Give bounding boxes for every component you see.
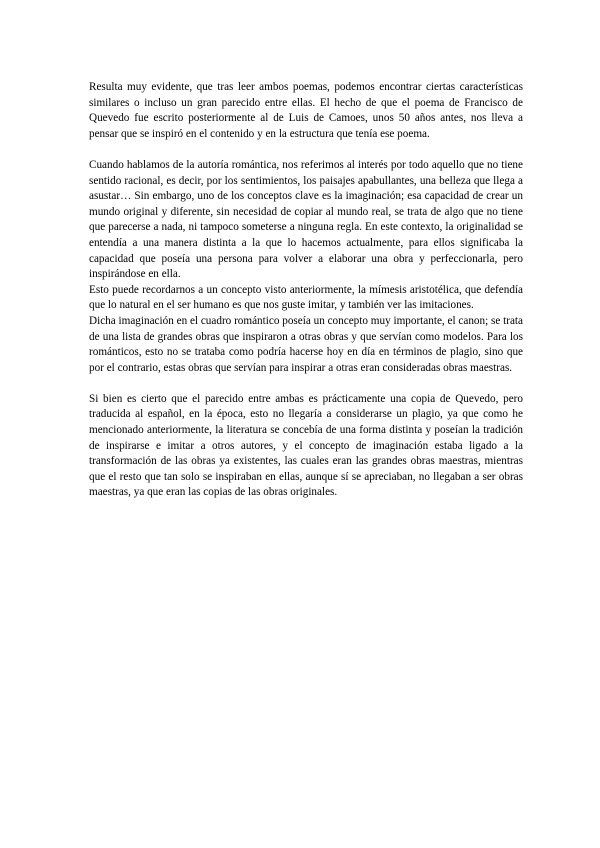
paragraph-spacer xyxy=(89,142,523,158)
paragraph-spacer xyxy=(89,376,523,392)
paragraph-comparison: Resulta muy evidente, que tras leer ambos poemas, podemos encontrar ciertas características similares o incluso un gran parecido entre ellas. El hecho de que el poema de Francisco de Quevedo fue escrito posteriormente al de Luis de Camoes, unos 50 años antes, nos lleva a pensar que se inspiró en el contenido y en la estructura que tenía ese poema. xyxy=(89,81,523,140)
paragraph-canon: Dicha imaginación en el cuadro romántico poseía un concepto muy importante, el canon; se trata de una lista de grandes obras que inspiraron a otras obras y que servían como modelos. Para los románticos, esto no se trataba como podría hacerse hoy en día en términos de plagio, sino que por el contrario, estas obras que servían para inspirar a otras eran consideradas obras maestras. xyxy=(89,314,523,374)
document-body xyxy=(89,80,523,501)
paragraph-conclusion: Si bien es cierto que el parecido entre ambas es prácticamente una copia de Quevedo, pero traducida al español, en la época, esto no llegaría a considerarse un plagio, ya que como he mencionado anteriormente, la literatura se concebía de una forma distinta y poseían la tradición de inspirarse e imitar a otros autores, y el concepto de imaginación estaba ligado a la transformación de las obras ya existentes, las cuales eran las grandes obras maestras, mientras que el resto que tan solo se inspiraban en ellas, aunque sí se apreciaban, no llegaban a ser obras maestras, ya que eran las copias de las obras originales. xyxy=(89,392,523,499)
paragraph-romantic-authorship: Cuando hablamos de la autoría romántica, nos referimos al interés por todo aquello que no tiene sentido racional, es decir, por los sentimientos, los paisajes apabullantes, una belleza que llega a asustar… Sin embargo, uno de los conceptos clave es la imaginación; esa capacidad de crear un mundo original y diferente, sin necesidad de copiar al mundo real, se trata de algo que no tiene que parecerse a nada, ni tampoco someterse a ninguna regla. En este contexto, la originalidad se entendía a una manera distinta a la que lo hacemos actualmente, para ellos significaba la capacidad que poseía una persona para volver a elaborar una obra y perfeccionarla, pero inspirándose en ella. xyxy=(89,158,523,281)
paragraph-mimesis: Esto puede recordarnos a un concepto visto anteriormente, la mímesis aristotélica, que defendía que lo natural en el ser humano es que nos guste imitar, y también ver las imitaciones. xyxy=(89,283,523,312)
